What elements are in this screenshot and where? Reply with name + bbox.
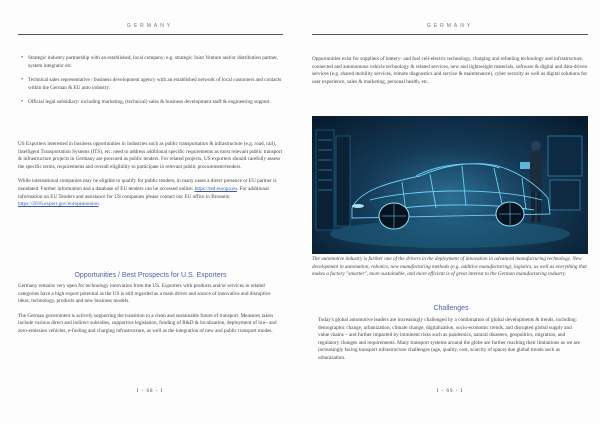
bullet-item: • Technical sales representative / business development agency with an established network of local customers and contacts within the German & EU auto industry.	[28, 77, 283, 92]
header-rule	[18, 34, 283, 35]
page-number: I - 69 - I	[436, 389, 464, 394]
page-header: GERMANY	[126, 23, 174, 29]
right-page	[300, 0, 600, 424]
page-number: I - 68 - I	[136, 389, 164, 394]
ted-europa-link[interactable]: https://ted.europa.eu	[194, 185, 237, 192]
left-body	[18, 55, 283, 114]
car-illustration	[312, 116, 588, 254]
left-body-lower	[18, 283, 283, 343]
right-body-lower	[318, 317, 584, 370]
right-body	[312, 56, 590, 93]
car-wireframe-image	[312, 116, 588, 254]
section-title: Challenges	[433, 305, 469, 312]
bullet-item: • Strategic industry partnership with an established, local company: e.g. strategic Joint Venture and/or distribution partner, system integrator etc.	[28, 55, 283, 70]
export-gov-link[interactable]: https://2016.export.gov/europeanunion	[18, 201, 99, 208]
bullet-item: • Official legal subsidiary: including marketing, (technical) sales & business development staff & engineering support.	[28, 99, 283, 107]
paragraph-text: .	[98, 201, 100, 208]
section-title: Opportunities / Best Prospects for U.S. Exporters	[74, 272, 227, 279]
paragraph: Today's global automotive leaders are increasingly challenged by a combination of global developments & trends, including: demographic change, urbanization, climate change, digitalization, socio-economic trends, and disrupted global supply and value chains – and further impacted by imminent risks such as pandemics, natural disasters, geopolitics, migration, and regulatory changes and requirements. Many transport systems around the globe are further reaching their limitations as we are increasingly facing transport infrastructure challenges (age, quality, cost, scarcity of space) due global trends such as urbanization.	[318, 317, 580, 361]
paragraph-text: . For additional information on EU Tenders and assistance for US companies please contact our EU office in Brussels:	[18, 185, 269, 200]
paragraph	[18, 178, 283, 208]
paragraph: US Exporters interested in business opportunities in industries such as public transportation & infrastructure (e.g. road, rail), Intelligent Transportation Systems (ITS), etc. need to address additional specific requirements as most relevant public transport & infrastructure projects in Germany are procured as public tenders. For related projects, US exporters should carefully assess the specific terms, requirements and overall eligibility to participate in relevant public procurement/tenders.	[18, 141, 283, 170]
paragraph: The German government is actively supporting the transition to a clean and sustainable future of transport. Measures taken include various direct and indirect subsidies, supportive legislation, funding of R&D & localization, deployment of low- and zero-emission vehicles, e-fueling and charging infrastructure, as well as the integration of new and public transport modes.	[18, 312, 277, 334]
paragraph: The automotive industry is further one of the drivers in the deployment of innovation in advanced manufacturing technology. New development in automation, robotics, new manufacturing methods (e.g. additive manufacturing), logistics, as well as everything that makes a factory "smarter", more sustainable, and more efficient is of great interest to the German manufacturing industry.	[312, 256, 587, 278]
paragraph: Opportunities exist for suppliers of battery- and fuel cell-electric technology, charging and refueling technology and infrastructure, connected and autonomous vehicle technology & related services, new and lightweight materials, software & digital and data-driven services (e.g. shared mobility services, remote diagnostics and service & maintenance), cyber security as well as digital solutions for user experience, sales & marketing, personal health, etc.	[312, 56, 588, 85]
page-header: GERMANY	[426, 23, 474, 29]
image-caption-paragraph	[312, 256, 590, 286]
bullet-list	[18, 55, 283, 107]
paragraph-text: While international companies may be eligible to qualify for public tenders, in many cases a direct presence or EU partner is mandated. Further information and a database of EU tenders can be accessed online:	[18, 178, 277, 192]
header-rule	[312, 34, 588, 35]
paragraph: Germany remains very open for technology innovation from the US. Exporters with products and/or services in related categories have a high export potential as the US is still regarded as a main driver and source of innovative and disruptive ideas, technology, products and new business models.	[18, 283, 271, 305]
left-body-paragraphs	[18, 141, 283, 216]
